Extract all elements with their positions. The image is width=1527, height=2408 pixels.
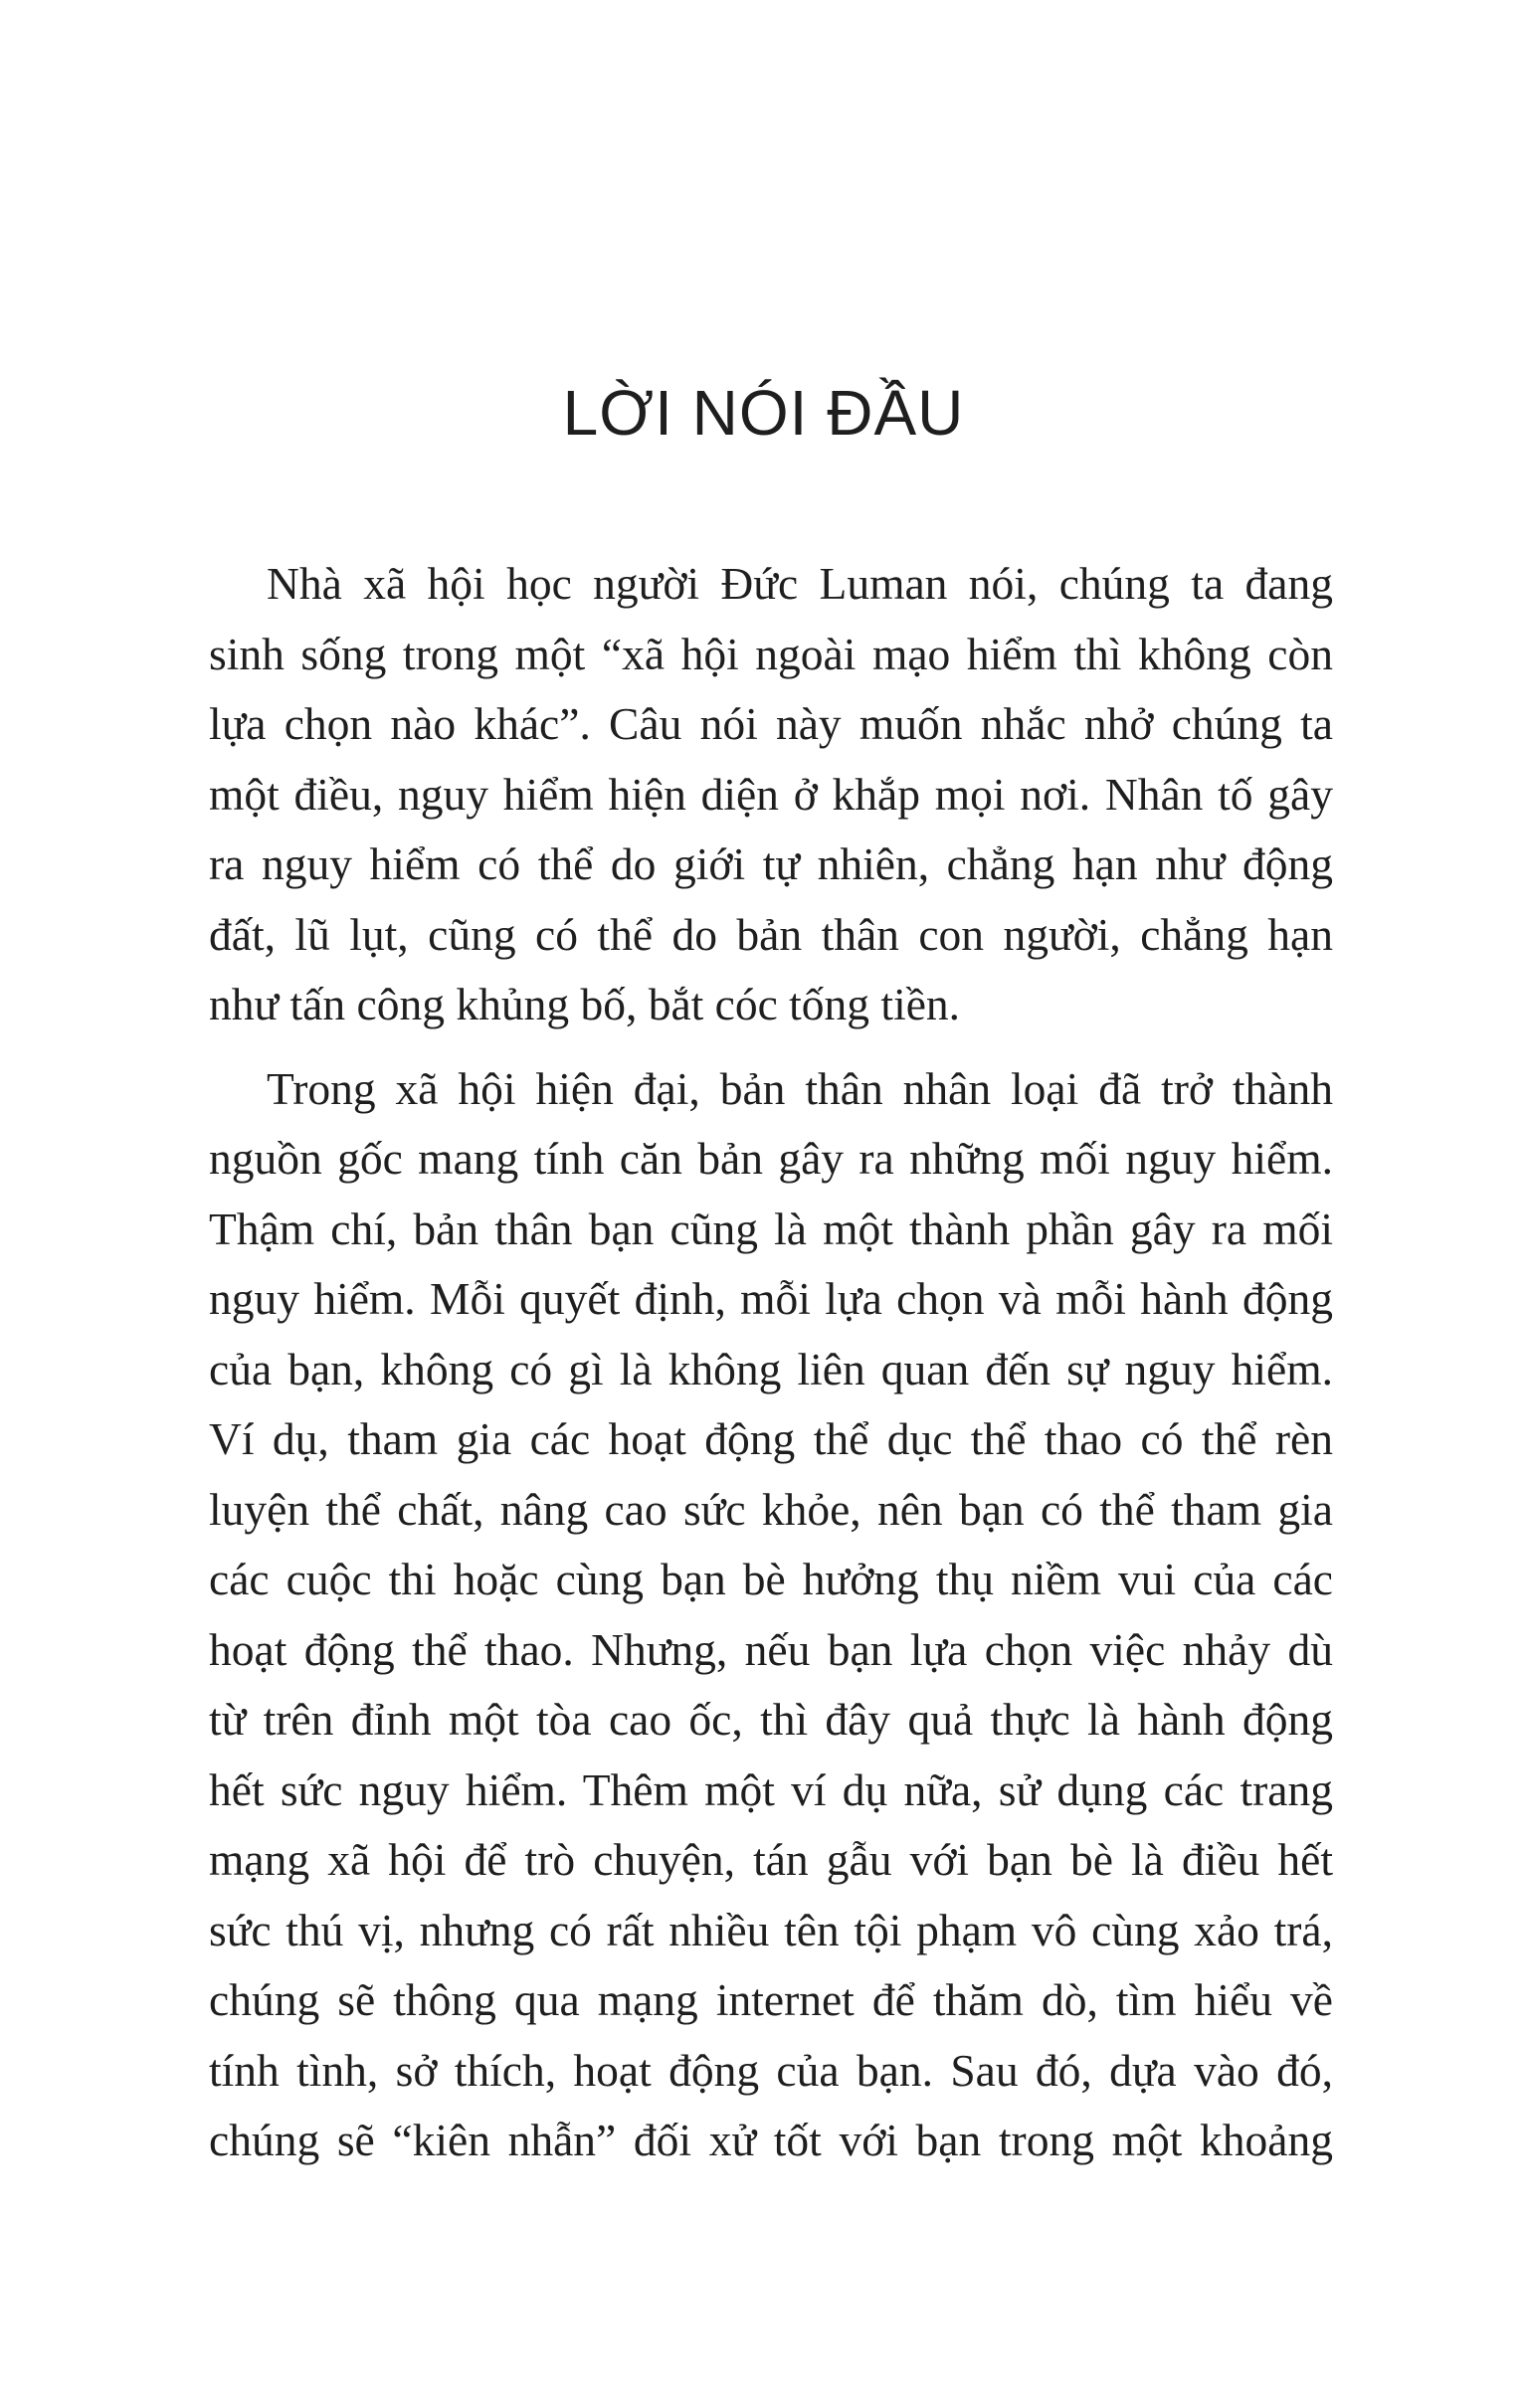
text-line: đất, lũ lụt, cũng có thể do bản thân con người, chẳng hạn xyxy=(209,908,1333,960)
text-line: luyện thể chất, nâng cao sức khỏe, nên bạn có thể tham gia xyxy=(209,1483,1333,1535)
text-line: ra nguy hiểm có thể do giới tự nhiên, chẳng hạn như động xyxy=(209,838,1333,889)
text-line: nguy hiểm. Mỗi quyết định, mỗi lựa chọn và mỗi hành động xyxy=(209,1273,1333,1324)
text-line: lựa chọn nào khác”. Câu nói này muốn nhắc nhở chúng ta xyxy=(209,698,1333,749)
chapter-title: LỜI NÓI ĐẦU xyxy=(562,377,965,449)
text-line: tính tình, sở thích, hoạt động của bạn. Sau đó, dựa vào đó, xyxy=(209,2044,1333,2096)
text-line: Nhà xã hội học người Đức Luman nói, chúng ta đang xyxy=(267,558,1333,609)
text-line: như tấn công khủng bố, bắt cóc tống tiền. xyxy=(209,979,961,1029)
text-line: chúng sẽ thông qua mạng internet để thăm dò, tìm hiểu về xyxy=(209,1974,1333,2025)
text-line: hết sức nguy hiểm. Thêm một ví dụ nữa, sử dụng các trang xyxy=(209,1763,1333,1815)
text-line: của bạn, không có gì là không liên quan đến sự nguy hiểm. xyxy=(209,1343,1333,1394)
text-line: Trong xã hội hiện đại, bản thân nhân loại đã trở thành xyxy=(267,1062,1333,1114)
text-line: hoạt động thể thao. Nhưng, nếu bạn lựa chọn việc nhảy dù xyxy=(209,1623,1333,1675)
text-line: Thậm chí, bản thân bạn cũng là một thành phần gây ra mối xyxy=(209,1203,1333,1254)
text-line: sức thú vị, nhưng có rất nhiều tên tội phạm vô cùng xảo trá, xyxy=(209,1904,1333,1955)
text-line: chúng sẽ “kiên nhẫn” đối xử tốt với bạn trong một khoảng xyxy=(209,2115,1333,2165)
text-line: nguồn gốc mang tính căn bản gây ra những mối nguy hiểm. xyxy=(209,1133,1333,1184)
text-line: mạng xã hội để trò chuyện, tán gẫu với bạn bè là điều hết xyxy=(209,1834,1333,1885)
body-text xyxy=(209,549,1333,2190)
text-line: Ví dụ, tham gia các hoạt động thể dục thể thao có thể rèn xyxy=(209,1413,1333,1464)
paragraph-2 xyxy=(209,1054,1333,2176)
text-line: từ trên đỉnh một tòa cao ốc, thì đây quả thực là hành động xyxy=(209,1694,1333,1745)
text-line: sinh sống trong một “xã hội ngoài mạo hiểm thì không còn xyxy=(209,628,1333,679)
text-line: các cuộc thi hoặc cùng bạn bè hưởng thụ niềm vui của các xyxy=(209,1554,1333,1604)
paragraph-1 xyxy=(209,549,1333,1040)
text-line: một điều, nguy hiểm hiện diện ở khắp mọi nơi. Nhân tố gây xyxy=(209,768,1333,820)
